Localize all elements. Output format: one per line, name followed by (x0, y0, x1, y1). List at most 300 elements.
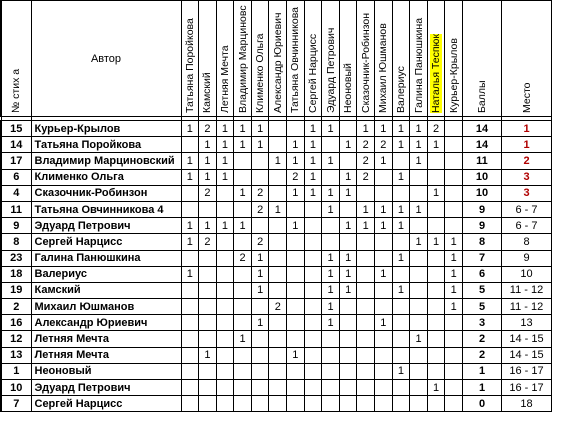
score-cell[interactable] (445, 169, 463, 185)
score-cell[interactable] (269, 250, 287, 266)
score-cell[interactable]: 1 (234, 185, 252, 201)
score-cell[interactable] (199, 380, 217, 396)
score-cell[interactable]: 1 (410, 153, 428, 169)
score-cell[interactable]: 1 (392, 169, 410, 185)
author-cell[interactable]: Михаил Юшманов (31, 299, 181, 315)
score-cell[interactable] (357, 315, 375, 331)
header-num[interactable] (1, 1, 31, 117)
score-cell[interactable]: 1 (445, 234, 463, 250)
score-cell[interactable] (357, 234, 375, 250)
score-cell[interactable] (322, 137, 340, 153)
score-cell[interactable] (375, 380, 393, 396)
score-cell[interactable]: 2 (287, 169, 305, 185)
header-voter-8[interactable] (322, 1, 340, 117)
score-cell[interactable] (251, 347, 269, 363)
score-cell[interactable]: 1 (410, 331, 428, 347)
score-cell[interactable]: 1 (357, 201, 375, 217)
score-cell[interactable] (287, 121, 305, 137)
place-cell[interactable]: 2 (502, 153, 552, 169)
score-cell[interactable] (304, 315, 322, 331)
score-cell[interactable]: 1 (322, 250, 340, 266)
score-cell[interactable]: 2 (251, 185, 269, 201)
score-cell[interactable] (181, 396, 199, 412)
score-cell[interactable]: 1 (199, 153, 217, 169)
score-cell[interactable] (304, 299, 322, 315)
header-voter-13[interactable] (410, 1, 428, 117)
score-cell[interactable]: 1 (199, 218, 217, 234)
score-cell[interactable]: 1 (375, 201, 393, 217)
score-cell[interactable] (199, 396, 217, 412)
score-cell[interactable] (427, 266, 445, 282)
score-cell[interactable] (251, 153, 269, 169)
score-cell[interactable] (269, 347, 287, 363)
score-cell[interactable] (234, 169, 252, 185)
score-cell[interactable] (339, 201, 357, 217)
score-cell[interactable] (287, 396, 305, 412)
score-cell[interactable]: 1 (216, 218, 234, 234)
score-cell[interactable] (287, 363, 305, 379)
score-cell[interactable] (392, 380, 410, 396)
score-cell[interactable]: 1 (322, 315, 340, 331)
score-cell[interactable]: 2 (199, 234, 217, 250)
score-cell[interactable] (339, 315, 357, 331)
total-cell[interactable]: 3 (463, 315, 502, 331)
score-cell[interactable] (269, 121, 287, 137)
score-cell[interactable] (392, 315, 410, 331)
score-cell[interactable]: 1 (427, 380, 445, 396)
score-cell[interactable] (269, 380, 287, 396)
score-cell[interactable]: 2 (357, 137, 375, 153)
score-cell[interactable] (181, 347, 199, 363)
score-cell[interactable]: 1 (234, 121, 252, 137)
score-cell[interactable] (445, 185, 463, 201)
score-cell[interactable] (375, 250, 393, 266)
score-cell[interactable] (251, 396, 269, 412)
author-cell[interactable]: Сергей Нарцисс (31, 234, 181, 250)
score-cell[interactable]: 1 (392, 282, 410, 298)
score-cell[interactable] (445, 363, 463, 379)
score-cell[interactable]: 1 (339, 169, 357, 185)
score-cell[interactable]: 1 (339, 266, 357, 282)
author-cell[interactable]: Владимир Марциновский (31, 153, 181, 169)
score-cell[interactable] (251, 380, 269, 396)
score-cell[interactable] (181, 201, 199, 217)
total-cell[interactable]: 1 (463, 363, 502, 379)
score-cell[interactable] (216, 363, 234, 379)
score-cell[interactable]: 1 (181, 153, 199, 169)
score-cell[interactable]: 1 (392, 218, 410, 234)
score-cell[interactable]: 1 (410, 201, 428, 217)
score-cell[interactable] (445, 153, 463, 169)
score-cell[interactable] (357, 299, 375, 315)
score-cell[interactable]: 1 (181, 234, 199, 250)
place-cell[interactable]: 13 (502, 315, 552, 331)
score-cell[interactable] (269, 331, 287, 347)
header-voter-0[interactable] (181, 1, 199, 117)
score-cell[interactable] (199, 201, 217, 217)
score-cell[interactable] (322, 363, 340, 379)
score-cell[interactable]: 1 (251, 250, 269, 266)
score-cell[interactable] (304, 201, 322, 217)
score-cell[interactable] (357, 396, 375, 412)
score-cell[interactable]: 1 (445, 250, 463, 266)
score-cell[interactable] (199, 250, 217, 266)
score-cell[interactable]: 1 (287, 218, 305, 234)
score-cell[interactable]: 1 (304, 153, 322, 169)
score-cell[interactable] (427, 153, 445, 169)
score-cell[interactable]: 1 (251, 315, 269, 331)
score-cell[interactable]: 1 (216, 121, 234, 137)
score-cell[interactable] (375, 363, 393, 379)
score-cell[interactable] (427, 250, 445, 266)
score-cell[interactable]: 1 (392, 363, 410, 379)
score-cell[interactable]: 1 (181, 266, 199, 282)
author-cell[interactable]: Галина Панюшкина (31, 250, 181, 266)
score-cell[interactable] (357, 363, 375, 379)
poem-number-cell[interactable]: 13 (1, 347, 31, 363)
score-cell[interactable]: 1 (234, 331, 252, 347)
author-cell[interactable]: Камский (31, 282, 181, 298)
score-cell[interactable] (216, 266, 234, 282)
score-cell[interactable] (269, 266, 287, 282)
total-cell[interactable]: 5 (463, 282, 502, 298)
score-cell[interactable]: 1 (375, 266, 393, 282)
score-cell[interactable]: 1 (375, 218, 393, 234)
poem-number-cell[interactable]: 14 (1, 137, 31, 153)
score-cell[interactable] (287, 299, 305, 315)
score-cell[interactable] (251, 169, 269, 185)
place-cell[interactable]: 10 (502, 266, 552, 282)
score-cell[interactable]: 1 (445, 282, 463, 298)
header-voter-4[interactable] (251, 1, 269, 117)
score-cell[interactable]: 1 (445, 266, 463, 282)
score-cell[interactable] (357, 380, 375, 396)
score-cell[interactable] (445, 121, 463, 137)
score-cell[interactable] (357, 282, 375, 298)
score-cell[interactable]: 1 (304, 121, 322, 137)
author-cell[interactable]: Сказочник-Робинзон (31, 185, 181, 201)
total-cell[interactable]: 9 (463, 201, 502, 217)
place-cell[interactable]: 8 (502, 234, 552, 250)
place-cell[interactable]: 6 - 7 (502, 201, 552, 217)
score-cell[interactable] (410, 299, 428, 315)
place-cell[interactable]: 3 (502, 185, 552, 201)
score-cell[interactable]: 1 (322, 153, 340, 169)
score-cell[interactable] (199, 266, 217, 282)
score-cell[interactable] (445, 315, 463, 331)
header-voter-2[interactable] (216, 1, 234, 117)
score-cell[interactable] (392, 234, 410, 250)
poem-number-cell[interactable]: 16 (1, 315, 31, 331)
score-cell[interactable] (234, 234, 252, 250)
score-cell[interactable]: 1 (322, 185, 340, 201)
score-cell[interactable] (322, 218, 340, 234)
score-cell[interactable] (410, 185, 428, 201)
header-voter-6[interactable] (287, 1, 305, 117)
score-cell[interactable] (357, 266, 375, 282)
score-cell[interactable] (181, 363, 199, 379)
score-cell[interactable] (287, 380, 305, 396)
score-cell[interactable] (445, 396, 463, 412)
score-cell[interactable] (410, 218, 428, 234)
poem-number-cell[interactable]: 12 (1, 331, 31, 347)
score-cell[interactable] (234, 299, 252, 315)
score-cell[interactable]: 1 (322, 201, 340, 217)
score-cell[interactable]: 1 (251, 266, 269, 282)
place-cell[interactable]: 6 - 7 (502, 218, 552, 234)
score-cell[interactable]: 1 (322, 121, 340, 137)
score-cell[interactable] (445, 380, 463, 396)
score-cell[interactable]: 1 (251, 282, 269, 298)
score-cell[interactable]: 2 (251, 234, 269, 250)
place-cell[interactable]: 11 - 12 (502, 299, 552, 315)
score-cell[interactable] (216, 315, 234, 331)
score-cell[interactable]: 1 (269, 201, 287, 217)
poem-number-cell[interactable]: 9 (1, 218, 31, 234)
score-cell[interactable] (392, 153, 410, 169)
poem-number-cell[interactable]: 18 (1, 266, 31, 282)
total-cell[interactable]: 8 (463, 234, 502, 250)
score-cell[interactable] (410, 347, 428, 363)
header-voter-15[interactable] (445, 1, 463, 117)
score-cell[interactable] (234, 347, 252, 363)
poem-number-cell[interactable]: 17 (1, 153, 31, 169)
place-cell[interactable]: 14 - 15 (502, 331, 552, 347)
score-cell[interactable] (410, 266, 428, 282)
score-cell[interactable] (357, 347, 375, 363)
score-cell[interactable] (339, 380, 357, 396)
poem-number-cell[interactable]: 1 (1, 363, 31, 379)
score-cell[interactable] (287, 234, 305, 250)
score-cell[interactable] (339, 234, 357, 250)
author-cell[interactable]: Эдуард Петрович (31, 218, 181, 234)
score-cell[interactable]: 1 (181, 169, 199, 185)
score-cell[interactable] (375, 396, 393, 412)
score-cell[interactable]: 1 (427, 234, 445, 250)
score-cell[interactable] (287, 250, 305, 266)
score-cell[interactable] (216, 250, 234, 266)
score-cell[interactable] (304, 347, 322, 363)
place-cell[interactable]: 16 - 17 (502, 363, 552, 379)
score-cell[interactable] (445, 331, 463, 347)
score-cell[interactable] (427, 169, 445, 185)
score-cell[interactable] (375, 185, 393, 201)
score-cell[interactable] (410, 396, 428, 412)
author-cell[interactable]: Неоновый (31, 363, 181, 379)
score-cell[interactable]: 1 (322, 299, 340, 315)
score-cell[interactable] (181, 185, 199, 201)
score-cell[interactable] (181, 250, 199, 266)
total-cell[interactable]: 6 (463, 266, 502, 282)
total-cell[interactable]: 14 (463, 137, 502, 153)
score-cell[interactable] (445, 201, 463, 217)
score-cell[interactable]: 2 (427, 121, 445, 137)
score-cell[interactable]: 1 (339, 250, 357, 266)
header-voter-12[interactable] (392, 1, 410, 117)
header-score[interactable] (463, 1, 502, 117)
score-cell[interactable] (322, 396, 340, 412)
score-cell[interactable] (216, 234, 234, 250)
score-cell[interactable]: 2 (199, 185, 217, 201)
author-cell[interactable]: Татьяна Поройкова (31, 137, 181, 153)
score-cell[interactable] (322, 234, 340, 250)
score-cell[interactable] (304, 380, 322, 396)
total-cell[interactable]: 10 (463, 169, 502, 185)
header-voter-10[interactable] (357, 1, 375, 117)
score-cell[interactable] (410, 282, 428, 298)
author-cell[interactable]: Татьяна Овчинникова 4 (31, 201, 181, 217)
score-cell[interactable]: 1 (287, 137, 305, 153)
place-cell[interactable]: 14 - 15 (502, 347, 552, 363)
score-cell[interactable]: 2 (375, 137, 393, 153)
score-cell[interactable] (375, 234, 393, 250)
score-cell[interactable] (234, 201, 252, 217)
score-cell[interactable]: 1 (216, 137, 234, 153)
score-cell[interactable] (251, 299, 269, 315)
score-cell[interactable]: 2 (357, 153, 375, 169)
score-cell[interactable] (216, 347, 234, 363)
score-cell[interactable]: 1 (339, 282, 357, 298)
score-cell[interactable] (375, 331, 393, 347)
score-cell[interactable] (181, 331, 199, 347)
header-place[interactable] (502, 1, 552, 117)
score-cell[interactable]: 1 (392, 250, 410, 266)
place-cell[interactable]: 18 (502, 396, 552, 412)
score-cell[interactable] (269, 282, 287, 298)
score-cell[interactable] (392, 347, 410, 363)
score-cell[interactable] (427, 201, 445, 217)
header-voter-14[interactable] (427, 1, 445, 117)
score-cell[interactable] (410, 363, 428, 379)
poem-number-cell[interactable]: 23 (1, 250, 31, 266)
place-cell[interactable]: 16 - 17 (502, 380, 552, 396)
header-voter-9[interactable] (339, 1, 357, 117)
total-cell[interactable]: 2 (463, 347, 502, 363)
score-cell[interactable]: 1 (392, 201, 410, 217)
score-cell[interactable] (216, 282, 234, 298)
score-cell[interactable] (269, 185, 287, 201)
place-cell[interactable]: 1 (502, 137, 552, 153)
score-cell[interactable] (234, 153, 252, 169)
score-cell[interactable] (339, 363, 357, 379)
score-cell[interactable]: 1 (251, 137, 269, 153)
score-cell[interactable]: 1 (339, 218, 357, 234)
total-cell[interactable]: 2 (463, 331, 502, 347)
score-cell[interactable] (392, 185, 410, 201)
poem-number-cell[interactable]: 15 (1, 121, 31, 137)
score-cell[interactable] (269, 169, 287, 185)
score-cell[interactable]: 2 (251, 201, 269, 217)
header-voter-1[interactable] (199, 1, 217, 117)
score-cell[interactable] (199, 363, 217, 379)
score-cell[interactable] (339, 121, 357, 137)
score-cell[interactable] (304, 363, 322, 379)
score-cell[interactable] (304, 234, 322, 250)
score-cell[interactable]: 1 (216, 153, 234, 169)
poem-number-cell[interactable]: 2 (1, 299, 31, 315)
score-cell[interactable]: 1 (322, 266, 340, 282)
score-cell[interactable] (357, 185, 375, 201)
score-cell[interactable]: 1 (287, 347, 305, 363)
score-cell[interactable] (357, 331, 375, 347)
score-cell[interactable] (357, 250, 375, 266)
score-cell[interactable]: 2 (199, 121, 217, 137)
author-cell[interactable]: Летняя Мечта (31, 347, 181, 363)
score-cell[interactable] (445, 347, 463, 363)
score-cell[interactable] (269, 234, 287, 250)
score-cell[interactable]: 2 (234, 250, 252, 266)
poem-number-cell[interactable]: 19 (1, 282, 31, 298)
score-cell[interactable] (304, 282, 322, 298)
score-cell[interactable] (392, 266, 410, 282)
header-voter-7[interactable] (304, 1, 322, 117)
author-cell[interactable]: Клименко Ольга (31, 169, 181, 185)
score-cell[interactable]: 1 (375, 153, 393, 169)
score-cell[interactable] (251, 218, 269, 234)
score-cell[interactable] (339, 347, 357, 363)
score-cell[interactable] (287, 282, 305, 298)
score-cell[interactable] (216, 331, 234, 347)
place-cell[interactable]: 11 - 12 (502, 282, 552, 298)
total-cell[interactable]: 11 (463, 153, 502, 169)
score-cell[interactable] (234, 363, 252, 379)
author-cell[interactable]: Сергей Нарцисс (31, 396, 181, 412)
score-cell[interactable]: 1 (199, 169, 217, 185)
score-cell[interactable] (251, 331, 269, 347)
score-cell[interactable] (181, 315, 199, 331)
score-cell[interactable] (427, 347, 445, 363)
score-cell[interactable] (234, 282, 252, 298)
total-cell[interactable]: 0 (463, 396, 502, 412)
score-cell[interactable]: 2 (269, 299, 287, 315)
score-cell[interactable] (339, 331, 357, 347)
header-voter-5[interactable] (269, 1, 287, 117)
total-cell[interactable]: 5 (463, 299, 502, 315)
score-cell[interactable] (181, 299, 199, 315)
score-cell[interactable] (304, 250, 322, 266)
score-cell[interactable] (216, 299, 234, 315)
total-cell[interactable]: 1 (463, 380, 502, 396)
score-cell[interactable] (427, 299, 445, 315)
score-cell[interactable] (339, 299, 357, 315)
score-cell[interactable] (375, 299, 393, 315)
score-cell[interactable] (410, 315, 428, 331)
score-cell[interactable] (304, 266, 322, 282)
score-cell[interactable] (322, 380, 340, 396)
score-cell[interactable] (445, 218, 463, 234)
score-cell[interactable]: 1 (410, 234, 428, 250)
place-cell[interactable]: 9 (502, 250, 552, 266)
score-cell[interactable] (427, 282, 445, 298)
author-cell[interactable]: Летняя Мечта (31, 331, 181, 347)
score-cell[interactable] (216, 185, 234, 201)
score-cell[interactable] (427, 218, 445, 234)
score-cell[interactable]: 1 (392, 121, 410, 137)
score-cell[interactable] (410, 380, 428, 396)
score-cell[interactable] (287, 315, 305, 331)
score-cell[interactable] (234, 315, 252, 331)
poem-number-cell[interactable]: 6 (1, 169, 31, 185)
score-cell[interactable]: 1 (269, 153, 287, 169)
score-cell[interactable] (234, 380, 252, 396)
score-cell[interactable] (287, 266, 305, 282)
score-cell[interactable]: 1 (234, 218, 252, 234)
total-cell[interactable]: 7 (463, 250, 502, 266)
score-cell[interactable] (445, 137, 463, 153)
score-cell[interactable]: 1 (287, 185, 305, 201)
score-cell[interactable]: 1 (410, 137, 428, 153)
score-cell[interactable] (269, 363, 287, 379)
